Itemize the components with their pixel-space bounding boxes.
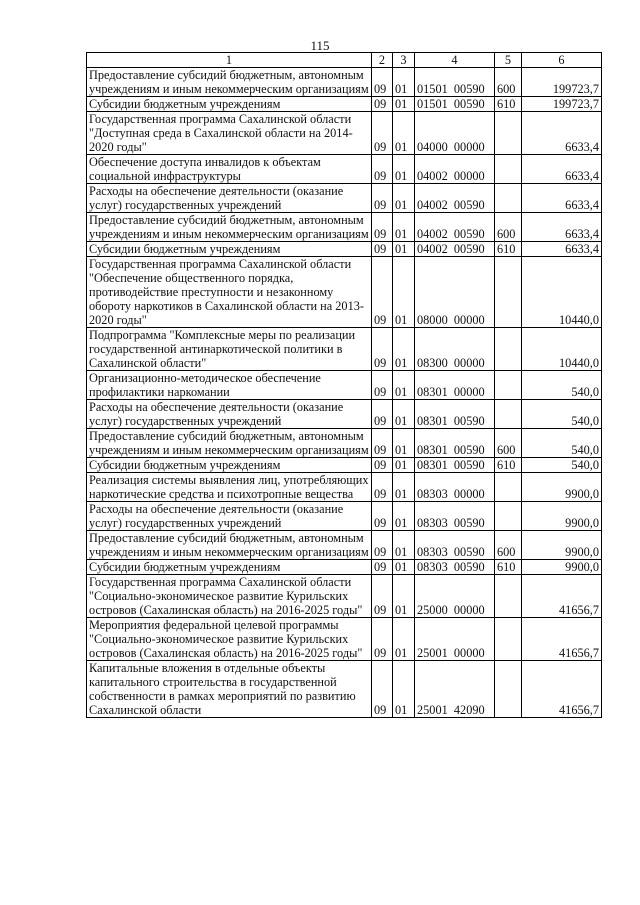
row-subsection: 01 — [393, 242, 415, 257]
row-name: Государственная программа Сахалинской области "Социально-экономическое развитие Курильских островов (Сахалинская область) на 2016-2025 годы" — [87, 575, 372, 618]
header-col-2: 2 — [372, 53, 393, 68]
row-amount: 9900,0 — [522, 560, 602, 575]
row-amount: 6633,4 — [522, 242, 602, 257]
row-subsection: 01 — [393, 155, 415, 184]
table-row — [87, 429, 602, 458]
header-col-5: 5 — [495, 53, 522, 68]
header-col-4: 4 — [415, 53, 495, 68]
row-amount: 540,0 — [522, 429, 602, 458]
page-number: 115 — [310, 38, 330, 53]
row-subsection: 01 — [393, 213, 415, 242]
row-section: 09 — [372, 97, 393, 112]
row-section: 09 — [372, 473, 393, 502]
row-target-code: 08300 00000 — [415, 328, 495, 371]
row-subsection: 01 — [393, 112, 415, 155]
row-amount: 9900,0 — [522, 502, 602, 531]
row-expense-type: 610 — [495, 560, 522, 575]
row-section: 09 — [372, 68, 393, 97]
row-name: Обеспечение доступа инвалидов к объектам социальной инфраструктуры — [87, 155, 372, 184]
table-row — [87, 112, 602, 155]
table-row — [87, 560, 602, 575]
row-target-code: 01501 00590 — [415, 97, 495, 112]
row-subsection: 01 — [393, 473, 415, 502]
row-section: 09 — [372, 155, 393, 184]
row-expense-type — [495, 112, 522, 155]
row-section: 09 — [372, 618, 393, 661]
row-target-code: 08301 00590 — [415, 458, 495, 473]
row-section: 09 — [372, 213, 393, 242]
row-expense-type: 600 — [495, 213, 522, 242]
row-name: Предоставление субсидий бюджетным, автономным учреждениям и иным некоммерческим организациям — [87, 531, 372, 560]
row-amount: 41656,7 — [522, 618, 602, 661]
table-row — [87, 618, 602, 661]
row-target-code: 04002 00590 — [415, 184, 495, 213]
table-row — [87, 155, 602, 184]
row-name: Реализация системы выявления лиц, употребляющих наркотические средства и психотропные вещества — [87, 473, 372, 502]
row-expense-type — [495, 575, 522, 618]
row-expense-type — [495, 502, 522, 531]
header-col-3: 3 — [393, 53, 415, 68]
row-amount: 9900,0 — [522, 473, 602, 502]
row-name: Мероприятия федеральной целевой программы "Социально-экономическое развитие Курильских островов (Сахалинская область) на 2016-2025 годы" — [87, 618, 372, 661]
row-section: 09 — [372, 502, 393, 531]
row-subsection: 01 — [393, 429, 415, 458]
row-name: Предоставление субсидий бюджетным, автономным учреждениям и иным некоммерческим организациям — [87, 429, 372, 458]
row-amount: 10440,0 — [522, 257, 602, 328]
row-expense-type — [495, 184, 522, 213]
row-expense-type — [495, 661, 522, 718]
row-subsection: 01 — [393, 68, 415, 97]
row-subsection: 01 — [393, 502, 415, 531]
table-row — [87, 328, 602, 371]
row-subsection: 01 — [393, 458, 415, 473]
table-row — [87, 371, 602, 400]
row-expense-type — [495, 328, 522, 371]
row-section: 09 — [372, 400, 393, 429]
table-row — [87, 213, 602, 242]
table-row — [87, 502, 602, 531]
row-section: 09 — [372, 328, 393, 371]
header-col-1: 1 — [87, 53, 372, 68]
table-row — [87, 458, 602, 473]
table-row — [87, 257, 602, 328]
row-name: Расходы на обеспечение деятельности (оказание услуг) государственных учреждений — [87, 502, 372, 531]
row-amount: 540,0 — [522, 400, 602, 429]
row-name: Расходы на обеспечение деятельности (оказание услуг) государственных учреждений — [87, 184, 372, 213]
row-subsection: 01 — [393, 328, 415, 371]
row-section: 09 — [372, 371, 393, 400]
row-expense-type: 610 — [495, 458, 522, 473]
row-expense-type: 600 — [495, 429, 522, 458]
row-amount: 540,0 — [522, 458, 602, 473]
row-name: Организационно-методическое обеспечение профилактики наркомании — [87, 371, 372, 400]
row-target-code: 04002 00000 — [415, 155, 495, 184]
row-expense-type: 610 — [495, 97, 522, 112]
row-target-code: 25000 00000 — [415, 575, 495, 618]
row-name: Субсидии бюджетным учреждениям — [87, 458, 372, 473]
row-target-code: 08301 00590 — [415, 429, 495, 458]
row-subsection: 01 — [393, 97, 415, 112]
row-target-code: 01501 00590 — [415, 68, 495, 97]
row-amount: 199723,7 — [522, 68, 602, 97]
row-subsection: 01 — [393, 257, 415, 328]
table-row — [87, 400, 602, 429]
row-target-code: 08303 00000 — [415, 473, 495, 502]
row-target-code: 25001 00000 — [415, 618, 495, 661]
row-section: 09 — [372, 184, 393, 213]
row-name: Государственная программа Сахалинской области "Обеспечение общественного порядка, противодействие преступности и незаконному обороту наркотиков в Сахалинской области на 2013-2020 годы" — [87, 257, 372, 328]
row-subsection: 01 — [393, 575, 415, 618]
row-name: Государственная программа Сахалинской области "Доступная среда в Сахалинской области на 2014-2020 годы" — [87, 112, 372, 155]
row-target-code: 08303 00590 — [415, 502, 495, 531]
row-amount: 6633,4 — [522, 213, 602, 242]
row-target-code: 04000 00000 — [415, 112, 495, 155]
row-amount: 6633,4 — [522, 112, 602, 155]
row-section: 09 — [372, 242, 393, 257]
row-expense-type — [495, 155, 522, 184]
row-expense-type — [495, 371, 522, 400]
row-section: 09 — [372, 560, 393, 575]
row-expense-type: 600 — [495, 531, 522, 560]
row-subsection: 01 — [393, 531, 415, 560]
table-body — [87, 68, 602, 718]
table-row — [87, 661, 602, 718]
row-expense-type — [495, 618, 522, 661]
table-row — [87, 575, 602, 618]
row-section: 09 — [372, 531, 393, 560]
row-name: Субсидии бюджетным учреждениям — [87, 97, 372, 112]
table-row — [87, 184, 602, 213]
row-subsection: 01 — [393, 371, 415, 400]
row-amount: 199723,7 — [522, 97, 602, 112]
row-expense-type — [495, 473, 522, 502]
row-section: 09 — [372, 257, 393, 328]
row-subsection: 01 — [393, 184, 415, 213]
row-name: Предоставление субсидий бюджетным, автономным учреждениям и иным некоммерческим организациям — [87, 213, 372, 242]
row-name: Предоставление субсидий бюджетным, автономным учреждениям и иным некоммерческим организациям — [87, 68, 372, 97]
row-target-code: 08301 00590 — [415, 400, 495, 429]
row-expense-type: 600 — [495, 68, 522, 97]
table-row — [87, 473, 602, 502]
row-subsection: 01 — [393, 661, 415, 718]
row-target-code: 08000 00000 — [415, 257, 495, 328]
row-expense-type — [495, 257, 522, 328]
row-amount: 41656,7 — [522, 661, 602, 718]
table-header-row — [87, 53, 602, 68]
row-amount: 540,0 — [522, 371, 602, 400]
row-subsection: 01 — [393, 400, 415, 429]
row-section: 09 — [372, 575, 393, 618]
row-target-code: 04002 00590 — [415, 242, 495, 257]
row-amount: 9900,0 — [522, 531, 602, 560]
header-col-6: 6 — [522, 53, 602, 68]
row-section: 09 — [372, 458, 393, 473]
row-name: Субсидии бюджетным учреждениям — [87, 560, 372, 575]
row-target-code: 08303 00590 — [415, 531, 495, 560]
row-target-code: 25001 42090 — [415, 661, 495, 718]
row-target-code: 08303 00590 — [415, 560, 495, 575]
row-amount: 41656,7 — [522, 575, 602, 618]
row-section: 09 — [372, 112, 393, 155]
row-name: Субсидии бюджетным учреждениям — [87, 242, 372, 257]
row-amount: 10440,0 — [522, 328, 602, 371]
row-subsection: 01 — [393, 560, 415, 575]
row-amount: 6633,4 — [522, 155, 602, 184]
row-target-code: 08301 00000 — [415, 371, 495, 400]
table-row — [87, 97, 602, 112]
row-name: Расходы на обеспечение деятельности (оказание услуг) государственных учреждений — [87, 400, 372, 429]
row-expense-type: 610 — [495, 242, 522, 257]
row-expense-type — [495, 400, 522, 429]
row-section: 09 — [372, 429, 393, 458]
row-target-code: 04002 00590 — [415, 213, 495, 242]
table-row — [87, 531, 602, 560]
budget-table — [86, 52, 602, 718]
row-name: Подпрограмма "Комплексные меры по реализации государственной антинаркотической политики в Сахалинской области" — [87, 328, 372, 371]
table-row — [87, 242, 602, 257]
row-amount: 6633,4 — [522, 184, 602, 213]
row-subsection: 01 — [393, 618, 415, 661]
row-name: Капитальные вложения в отдельные объекты капитального строительства в государственной собственности в рамках мероприятий по развитию Сахалинской области — [87, 661, 372, 718]
table-row — [87, 68, 602, 97]
row-section: 09 — [372, 661, 393, 718]
